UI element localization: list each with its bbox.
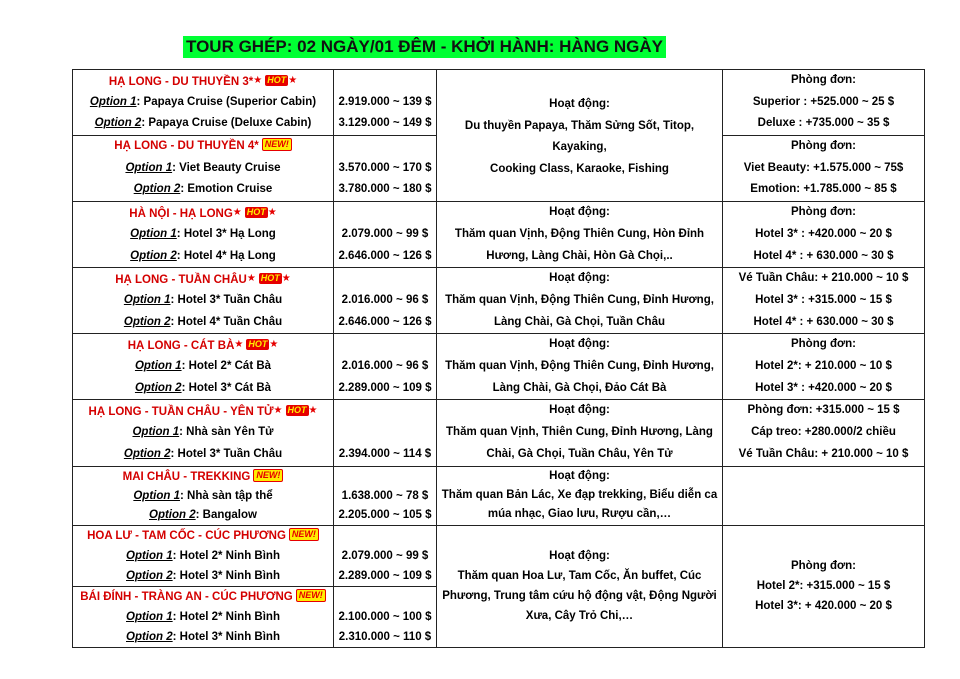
star-icon: ★ bbox=[232, 207, 242, 219]
option-label: Option 1 bbox=[126, 549, 173, 562]
price-cell bbox=[334, 334, 437, 400]
price-value: 2.289.000 ~ 109 $ bbox=[338, 381, 432, 394]
price-cell bbox=[334, 268, 437, 334]
activity-line: Hoạt động: bbox=[549, 550, 610, 563]
option-text: : Hotel 3* Ninh Bình bbox=[172, 630, 280, 643]
option-text: : Viet Beauty Cruise bbox=[172, 161, 281, 174]
table-row bbox=[73, 400, 925, 466]
activity-line: múa nhạc, Giao lưu, Rượu cần,… bbox=[487, 508, 672, 521]
tour-cell bbox=[73, 268, 334, 334]
tour-header: HOA LƯ - TAM CỐC - CÚC PHƯƠNG bbox=[87, 529, 286, 542]
option-text: : Papaya Cruise (Deluxe Cabin) bbox=[141, 117, 312, 130]
star-icon: ★ bbox=[281, 273, 291, 285]
new-badge: NEW! bbox=[253, 469, 283, 482]
option-text: : Papaya Cruise (Superior Cabin) bbox=[136, 95, 317, 108]
extras-line: Viet Beauty: +1.575.000 ~ 75$ bbox=[743, 161, 904, 174]
option-text: : Hotel 3* Cát Bà bbox=[181, 381, 272, 394]
extras-cell bbox=[723, 70, 925, 136]
table-row bbox=[73, 70, 925, 136]
extras-line: Phòng đơn: +315.000 ~ 15 $ bbox=[747, 404, 900, 417]
activity-line: Hoạt động: bbox=[549, 338, 610, 351]
activity-line: Hoạt động: bbox=[549, 272, 610, 285]
activity-line: Cooking Class, Karaoke, Fishing bbox=[490, 163, 669, 176]
activity-line: Thăm quan Vịnh, Động Thiên Cung, Đỉnh Hương, bbox=[445, 360, 714, 373]
tour-header: HẠ LONG - DU THUYỀN 4* bbox=[114, 140, 259, 153]
price-cell bbox=[334, 400, 437, 466]
option-label: Option 2 bbox=[149, 508, 196, 521]
option-text: : Hotel 2* Ninh Bình bbox=[172, 610, 280, 623]
star-icon: ★ bbox=[234, 339, 244, 351]
hot-badge: HOT bbox=[267, 75, 287, 85]
table-row bbox=[73, 268, 925, 334]
activity-cell bbox=[437, 466, 723, 525]
option-text: : Hotel 4* Tuần Châu bbox=[170, 315, 283, 328]
tour-header: HẠ LONG - TUẦN CHÂU - YÊN TỬ bbox=[88, 406, 274, 419]
star-icon: ★ bbox=[308, 405, 318, 417]
option-text: : Hotel 2* Ninh Bình bbox=[172, 549, 280, 562]
tour-cell bbox=[73, 586, 334, 647]
option-label: Option 1 bbox=[89, 95, 137, 108]
activity-cell bbox=[437, 400, 723, 466]
option-label: Option 2 bbox=[123, 447, 171, 460]
hot-badge: HOT bbox=[248, 339, 268, 350]
extras-line: Hotel 4* : + 630.000 ~ 30 $ bbox=[753, 315, 894, 328]
option-label: Option 2 bbox=[94, 117, 142, 130]
extras-cell bbox=[723, 136, 925, 202]
activity-cell bbox=[437, 525, 723, 647]
star-icon: ★ bbox=[267, 207, 277, 219]
activity-line: Thăm quan Bản Lác, Xe đạp trekking, Biểu diễn ca bbox=[441, 489, 718, 502]
activity-line: Hoạt động: bbox=[549, 98, 610, 110]
option-label: Option 2 bbox=[126, 630, 173, 643]
tour-cell bbox=[73, 70, 334, 136]
extras-line: Hotel 3* : +420.000 ~ 20 $ bbox=[755, 381, 892, 394]
price-value: 2.016.000 ~ 96 $ bbox=[341, 360, 429, 373]
star-icon: ★ bbox=[253, 75, 263, 86]
price-value: 3.570.000 ~ 170 $ bbox=[338, 161, 432, 174]
extras-cell bbox=[723, 334, 925, 400]
price-value: 1.638.000 ~ 78 $ bbox=[341, 489, 429, 502]
price-cell bbox=[334, 136, 437, 202]
hot-badge: HOT bbox=[260, 273, 280, 284]
extras-line: Cáp treo: +280.000/2 chiều bbox=[751, 426, 896, 439]
tour-header: HÀ NỘI - HẠ LONG bbox=[129, 208, 233, 221]
activity-cell bbox=[437, 202, 723, 268]
table-row bbox=[73, 334, 925, 400]
activity-line: Du thuyền Papaya, Thăm Sửng Sốt, Titop, Kayaking, bbox=[464, 119, 695, 154]
activity-line: Thăm quan Vịnh, Động Thiên Cung, Đỉnh Hương, bbox=[445, 293, 714, 306]
option-label: Option 1 bbox=[125, 161, 173, 174]
activity-line: Chài, Gà Chọi, Tuần Châu, Yên Tử bbox=[486, 447, 673, 460]
activity-line: Hoạt động: bbox=[549, 470, 610, 483]
price-value: 2.310.000 ~ 110 $ bbox=[338, 630, 432, 643]
option-text: : Hotel 3* Hạ Long bbox=[176, 227, 276, 240]
option-text: : Hotel 3* Tuần Châu bbox=[170, 447, 283, 460]
option-label: Option 2 bbox=[134, 381, 182, 394]
activity-cell bbox=[437, 268, 723, 334]
table-row bbox=[73, 466, 925, 525]
option-label: Option 1 bbox=[134, 360, 182, 373]
option-label: Option 1 bbox=[132, 426, 180, 439]
tour-cell bbox=[73, 525, 334, 586]
extras-line: Deluxe : +735.000 ~ 35 $ bbox=[757, 117, 890, 130]
extras-line: Superior : +525.000 ~ 25 $ bbox=[752, 95, 895, 108]
activity-line: Thăm quan Vịnh, Động Thiên Cung, Hòn Đỉnh bbox=[454, 227, 705, 240]
new-badge: NEW! bbox=[296, 589, 326, 602]
tour-cell bbox=[73, 202, 334, 268]
option-text: : Hotel 3* Tuần Châu bbox=[170, 293, 283, 306]
tour-cell bbox=[73, 400, 334, 466]
extras-line: Hotel 4* : + 630.000 ~ 30 $ bbox=[753, 249, 894, 262]
activity-line: Thăm quan Vịnh, Thiên Cung, Đỉnh Hương, Làng bbox=[446, 426, 713, 439]
extras-cell bbox=[723, 268, 925, 334]
activity-cell bbox=[437, 334, 723, 400]
hot-badge: HOT bbox=[246, 207, 266, 218]
price-cell bbox=[334, 70, 437, 136]
option-label: Option 1 bbox=[133, 489, 180, 502]
hot-badge: HOT bbox=[287, 405, 307, 416]
option-text: : Emotion Cruise bbox=[180, 183, 273, 196]
extras-cell bbox=[723, 202, 925, 268]
extras-line: Vé Tuần Châu: + 210.000 ~ 10 $ bbox=[738, 272, 909, 285]
price-value: 2.919.000 ~ 139 $ bbox=[338, 95, 432, 108]
star-icon: ★ bbox=[269, 339, 279, 351]
price-value: 2.646.000 ~ 126 $ bbox=[338, 315, 432, 328]
extras-line: Phòng đơn: bbox=[790, 560, 857, 573]
option-text: : Hotel 2* Cát Bà bbox=[181, 360, 272, 373]
star-icon: ★ bbox=[246, 273, 256, 285]
activity-line: Hoạt động: bbox=[549, 206, 610, 219]
star-icon: ★ bbox=[273, 405, 283, 417]
price-value: 3.129.000 ~ 149 $ bbox=[338, 117, 432, 130]
extras-line: Emotion: +1.785.000 ~ 85 $ bbox=[750, 183, 897, 196]
tour-header: HẠ LONG - DU THUYỀN 3* bbox=[108, 76, 254, 88]
option-text: : Bangalow bbox=[195, 508, 257, 521]
activity-cell bbox=[437, 70, 723, 202]
option-label: Option 2 bbox=[123, 315, 171, 328]
tour-header: HẠ LONG - CÁT BÀ bbox=[127, 340, 235, 353]
price-value: 2.100.000 ~ 100 $ bbox=[338, 610, 432, 623]
tour-cell bbox=[73, 136, 334, 202]
activity-line: Làng Chài, Gà Chọi, Tuần Châu bbox=[493, 315, 665, 328]
option-text: : Nhà sàn tập thể bbox=[179, 489, 273, 502]
extras-cell bbox=[723, 525, 925, 647]
tour-header: MAI CHÂU - TREKKING bbox=[122, 470, 251, 483]
price-cell bbox=[334, 202, 437, 268]
option-text: : Hotel 4* Hạ Long bbox=[176, 249, 276, 262]
option-label: Option 2 bbox=[126, 569, 173, 582]
activity-line: Hương, Làng Chài, Hòn Gà Chọi,.. bbox=[486, 249, 673, 262]
table-row bbox=[73, 525, 925, 586]
price-value: 2.289.000 ~ 109 $ bbox=[338, 569, 432, 582]
option-text: : Hotel 3* Ninh Bình bbox=[172, 569, 280, 582]
extras-line: Hotel 2*: +315.000 ~ 15 $ bbox=[756, 580, 891, 593]
page-title: TOUR GHÉP: 02 NGÀY/01 ĐÊM - KHỞI HÀNH: HÀNG NGÀY bbox=[183, 36, 666, 58]
price-value bbox=[334, 422, 436, 444]
price-value: 3.780.000 ~ 180 $ bbox=[338, 183, 432, 196]
table-row bbox=[73, 202, 925, 268]
option-label: Option 2 bbox=[133, 183, 181, 196]
extras-cell bbox=[723, 400, 925, 466]
extras-line: Phòng đơn: bbox=[790, 206, 857, 219]
extras-line: Hotel 3* : +420.000 ~ 20 $ bbox=[755, 227, 892, 240]
price-value: 2.646.000 ~ 126 $ bbox=[338, 249, 432, 262]
extras-line: Hotel 3*: + 420.000 ~ 20 $ bbox=[755, 600, 892, 613]
price-value: 2.394.000 ~ 114 $ bbox=[338, 447, 432, 460]
tour-cell bbox=[73, 334, 334, 400]
option-label: Option 1 bbox=[130, 227, 177, 240]
star-icon: ★ bbox=[288, 75, 298, 86]
tour-header: HẠ LONG - TUẦN CHÂU bbox=[115, 274, 247, 287]
extras-line: Vé Tuần Châu: + 210.000 ~ 10 $ bbox=[738, 447, 909, 460]
new-badge: NEW! bbox=[289, 528, 319, 541]
activity-line: Hoạt động: bbox=[549, 404, 610, 417]
activity-line: Xưa, Cây Trỏ Chi,… bbox=[525, 610, 634, 623]
extras-line: Hotel 3* : +315.000 ~ 15 $ bbox=[755, 293, 892, 306]
tour-header: BÁI ĐÍNH - TRÀNG AN - CÚC PHƯƠNG bbox=[80, 590, 293, 603]
extras-cell bbox=[723, 466, 925, 525]
option-label: Option 2 bbox=[130, 249, 177, 262]
extras-line: Phòng đơn: bbox=[790, 338, 857, 351]
activity-line: Làng Chài, Gà Chọi, Đảo Cát Bà bbox=[492, 381, 667, 394]
extras-line: Phòng đơn: bbox=[790, 74, 857, 86]
activity-line: Thăm quan Hoa Lư, Tam Cốc, Ăn buffet, Cúc bbox=[457, 570, 702, 583]
price-value: 2.079.000 ~ 99 $ bbox=[341, 549, 429, 562]
price-value: 2.079.000 ~ 99 $ bbox=[341, 227, 429, 240]
tour-table bbox=[72, 69, 925, 648]
new-badge: NEW! bbox=[262, 138, 292, 151]
price-cell bbox=[334, 525, 437, 586]
activity-line: Phương, Trung tâm cứu hộ động vật, Động Người bbox=[442, 590, 717, 603]
price-cell bbox=[334, 466, 437, 525]
extras-line: Phòng đơn: bbox=[790, 140, 857, 153]
option-text: : Nhà sàn Yên Tử bbox=[179, 426, 274, 439]
price-cell bbox=[334, 586, 437, 647]
option-label: Option 1 bbox=[126, 610, 173, 623]
tour-cell bbox=[73, 466, 334, 525]
price-value: 2.205.000 ~ 105 $ bbox=[338, 508, 432, 521]
price-value: 2.016.000 ~ 96 $ bbox=[341, 293, 429, 306]
extras-line: Hotel 2*: + 210.000 ~ 10 $ bbox=[755, 360, 892, 373]
option-label: Option 1 bbox=[123, 293, 171, 306]
